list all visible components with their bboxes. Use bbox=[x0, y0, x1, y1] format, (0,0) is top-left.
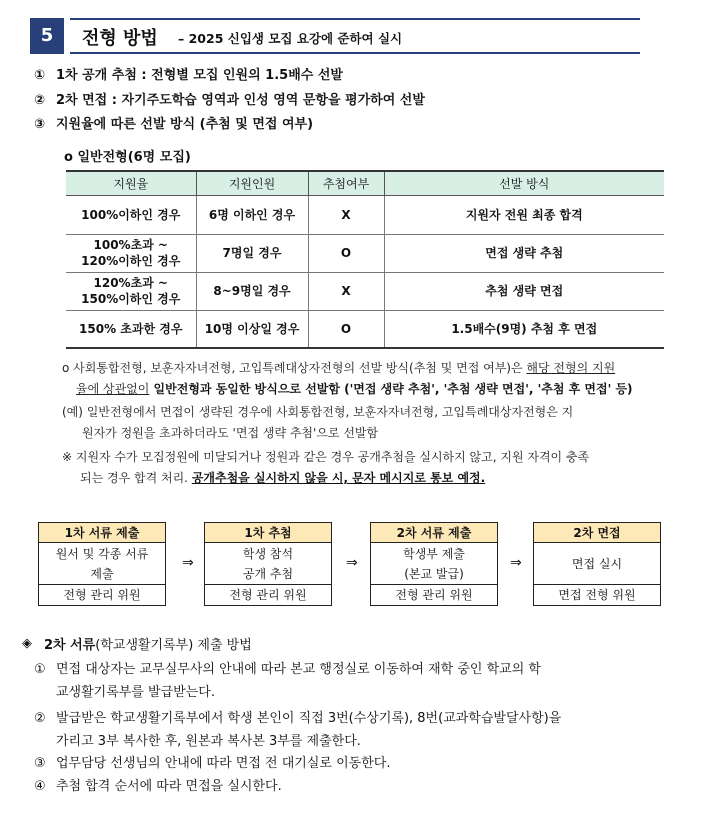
note1-part-b: 해당 전형의 지원 bbox=[526, 361, 616, 375]
step-line1: 추첨 합격 순서에 따라 면접을 실시한다. bbox=[56, 779, 282, 794]
cell-lottery: X bbox=[308, 195, 384, 234]
example-line1: (예) 일반전형에서 면접이 생략된 경우에 사회통합전형, 보훈자자녀전형, 고입특례대상자전형은 지 bbox=[62, 405, 574, 419]
item-marker: ③ bbox=[34, 117, 46, 132]
item-text: 지원율에 따른 선발 방식 (추첨 및 면접 여부) bbox=[56, 117, 314, 132]
note-caution bbox=[62, 447, 672, 489]
rate-line2: 150%이하인 경우 bbox=[81, 292, 181, 306]
flow-body-line1: 면접 실시 bbox=[571, 556, 623, 571]
flow-step-2 bbox=[204, 522, 332, 606]
flow-body bbox=[534, 543, 660, 585]
step-marker: ② bbox=[34, 711, 46, 726]
flow-foot: 면접 전형 위원 bbox=[558, 588, 636, 602]
item-1 bbox=[34, 64, 343, 83]
flow-body-line1: 학생부 제출 bbox=[403, 546, 465, 561]
example-line2: 원자가 정원을 초과하더라도 '면접 생략 추첨'으로 선발함 bbox=[82, 426, 379, 440]
flow-step-4 bbox=[533, 522, 661, 606]
note1-part-d: 일반전형과 동일한 방식으로 선발함 ('면접 생략 추첨', '추첨 생략 면접', '추첨 후 면접' 등) bbox=[149, 382, 633, 396]
flow-foot: 전형 관리 위원 bbox=[395, 588, 473, 602]
doc-section-rest: (학교생활기록부) 제출 방법 bbox=[95, 638, 252, 653]
flow-body bbox=[39, 543, 165, 585]
rate-line1: 100%이하인 경우 bbox=[81, 207, 181, 222]
item-3 bbox=[34, 113, 313, 132]
flow-title: 2차 서류 제출 bbox=[371, 523, 497, 543]
caution-line2: 되는 경우 합격 처리. bbox=[80, 471, 192, 485]
cell-count: 6명 이하인 경우 bbox=[196, 195, 308, 234]
item-2 bbox=[34, 89, 425, 108]
header-count: 지원인원 bbox=[196, 171, 308, 195]
flow-body bbox=[371, 543, 497, 585]
flow-body-line2: 공개 추첨 bbox=[242, 566, 294, 581]
cell-method: 추첨 생략 면접 bbox=[384, 272, 664, 310]
flow-body bbox=[205, 543, 331, 585]
rate-line1: 150% 초과한 경우 bbox=[79, 321, 183, 336]
doc-section-heading bbox=[44, 634, 252, 653]
note-other-tracks bbox=[62, 358, 672, 400]
table-header-row bbox=[66, 171, 664, 195]
flow-foot: 전형 관리 위원 bbox=[229, 588, 307, 602]
cell-rate bbox=[66, 310, 196, 348]
step-line2: 가리고 3부 복사한 후, 원본과 복사본 3부를 제출한다. bbox=[56, 734, 361, 749]
table-row bbox=[66, 234, 664, 272]
diamond-bullet-icon: ◈ bbox=[22, 636, 32, 651]
table-row bbox=[66, 272, 664, 310]
flow-body-line1: 원서 및 각종 서류 bbox=[55, 546, 149, 561]
header-method: 선발 방식 bbox=[384, 171, 664, 195]
cell-count: 10명 이상일 경우 bbox=[196, 310, 308, 348]
flow-title: 1차 서류 제출 bbox=[39, 523, 165, 543]
flow-title: 2차 면접 bbox=[534, 523, 660, 543]
step-line1: 면접 대상자는 교무실무사의 안내에 따라 본교 행정실로 이동하여 재학 중인 학교의 학 bbox=[56, 662, 541, 677]
flow-body-line1: 학생 참석 bbox=[242, 546, 294, 561]
step-line2: 교생활기록부를 발급받는다. bbox=[56, 685, 215, 700]
flow-body-line2: 제출 bbox=[90, 566, 114, 581]
cell-rate bbox=[66, 234, 196, 272]
doc-step-4 bbox=[34, 775, 674, 798]
cell-lottery: O bbox=[308, 234, 384, 272]
doc-section-title: 2차 서류 bbox=[44, 638, 96, 653]
header-top-rule bbox=[70, 18, 640, 20]
cell-rate bbox=[66, 195, 196, 234]
rate-line1: 100%초과 ~ bbox=[93, 238, 168, 252]
note-example bbox=[62, 402, 672, 444]
rate-line2: 120%이하인 경우 bbox=[81, 254, 181, 268]
doc-step-3 bbox=[34, 752, 674, 775]
doc-step-1 bbox=[34, 658, 674, 704]
doc-step-2 bbox=[34, 707, 674, 753]
flow-arrow-icon: ⇒ bbox=[182, 555, 194, 571]
header-rate: 지원율 bbox=[66, 171, 196, 195]
general-heading: o 일반전형(6명 모집) bbox=[64, 150, 191, 165]
cell-method: 면접 생략 추첨 bbox=[384, 234, 664, 272]
flow-title: 1차 추첨 bbox=[205, 523, 331, 543]
flow-arrow-icon: ⇒ bbox=[346, 555, 358, 571]
step-marker: ③ bbox=[34, 756, 46, 771]
cell-method: 1.5배수(9명) 추첨 후 면접 bbox=[384, 310, 664, 348]
step-line1: 발급받은 학교생활기록부에서 학생 본인이 직접 3번(수상기록), 8번(교과학습발달사항)을 bbox=[56, 711, 562, 726]
section-title: 전형 방법 bbox=[82, 28, 158, 49]
step-marker: ① bbox=[34, 662, 46, 677]
step-marker: ④ bbox=[34, 779, 46, 794]
note1-part-a: o 사회통합전형, 보훈자자녀전형, 고입특례대상자전형의 선발 방식(추첨 및 면접 여부)은 bbox=[62, 361, 527, 375]
cell-count: 7명일 경우 bbox=[196, 234, 308, 272]
rate-line1: 120%초과 ~ bbox=[93, 276, 168, 290]
item-marker: ② bbox=[34, 93, 46, 108]
flow-step-3 bbox=[370, 522, 498, 606]
flow-step-1 bbox=[38, 522, 166, 606]
selection-table bbox=[66, 170, 664, 349]
step-line1: 업무담당 선생님의 안내에 따라 면접 전 대기실로 이동한다. bbox=[56, 756, 391, 771]
section-header bbox=[30, 18, 640, 54]
note1-part-c: 율에 상관없이 bbox=[76, 382, 150, 396]
section-subtitle: – 2025 신입생 모집 요강에 준하여 실시 bbox=[178, 31, 403, 46]
caution-emphasis: 공개추첨을 실시하지 않을 시, 문자 메시지로 통보 예정. bbox=[191, 471, 486, 485]
cell-count: 8~9명일 경우 bbox=[196, 272, 308, 310]
item-marker: ① bbox=[34, 68, 46, 83]
caution-line1: ※ 지원자 수가 모집정원에 미달되거나 정원과 같은 경우 공개추첨을 실시하지 않고, 지원 자격이 충족 bbox=[62, 450, 590, 464]
item-text: 1차 공개 추첨 : 전형별 모집 인원의 1.5배수 선발 bbox=[56, 68, 343, 83]
cell-method: 지원자 전원 최종 합격 bbox=[384, 195, 664, 234]
item-text: 2차 면접 : 자기주도학습 영역과 인성 영역 문항을 평가하여 선발 bbox=[56, 93, 425, 108]
flow-body-line2: (본교 발급) bbox=[404, 566, 464, 581]
flow-foot: 전형 관리 위원 bbox=[63, 588, 141, 602]
section-number: 5 bbox=[30, 18, 64, 54]
cell-lottery: O bbox=[308, 310, 384, 348]
header-lottery: 추첨여부 bbox=[308, 171, 384, 195]
table-row bbox=[66, 195, 664, 234]
header-bottom-rule bbox=[70, 52, 640, 54]
table-row bbox=[66, 310, 664, 348]
cell-rate bbox=[66, 272, 196, 310]
cell-lottery: X bbox=[308, 272, 384, 310]
flow-arrow-icon: ⇒ bbox=[510, 555, 522, 571]
